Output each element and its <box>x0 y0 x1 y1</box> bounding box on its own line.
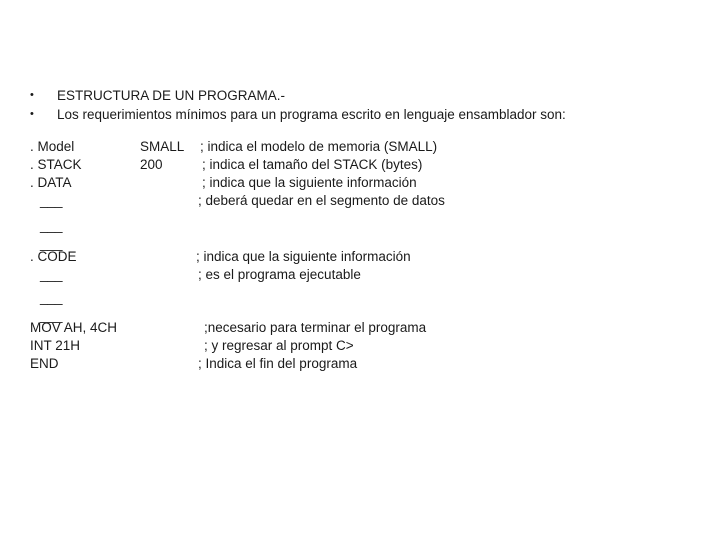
code-line <box>30 193 710 211</box>
code-line <box>30 320 710 338</box>
bullet-item <box>30 105 566 124</box>
code-comment: ; indica el tamaño del STACK (bytes) <box>202 157 423 172</box>
code-comment: ; y regresar al prompt C> <box>204 338 354 353</box>
code-line <box>30 249 710 267</box>
bullet-text: ESTRUCTURA DE UN PROGRAMA.- <box>57 88 286 103</box>
code-comment: ; indica que la siguiente información <box>202 175 417 190</box>
code-placeholder: ___ <box>40 236 63 251</box>
code-line <box>30 139 710 157</box>
code-line <box>30 290 710 308</box>
code-instruction: . CODE <box>30 249 77 264</box>
code-placeholder: ___ <box>40 193 63 208</box>
code-placeholder: ___ <box>40 290 63 305</box>
code-instruction: MOV AH, 4CH <box>30 320 118 335</box>
code-instruction: INT 21H <box>30 338 81 353</box>
code-placeholder: ___ <box>40 267 63 282</box>
code-placeholder: ___ <box>40 308 63 323</box>
code-line <box>30 218 710 236</box>
bullet-icon: • <box>30 108 34 120</box>
code-line <box>30 157 710 175</box>
code-comment: ; es el programa ejecutable <box>198 267 361 282</box>
code-instruction: . Model <box>30 139 75 154</box>
code-argument: 200 <box>140 157 163 172</box>
code-argument: SMALL <box>140 139 185 154</box>
code-instruction: END <box>30 356 59 371</box>
code-line <box>30 338 710 356</box>
code-comment: ;necesario para terminar el programa <box>204 320 427 335</box>
code-placeholder: ___ <box>40 218 63 233</box>
code-instruction: . DATA <box>30 175 72 190</box>
code-instruction: . STACK <box>30 157 82 172</box>
code-comment: ; deberá quedar en el segmento de datos <box>198 193 445 208</box>
code-comment: ; indica que la siguiente información <box>196 249 411 264</box>
code-line <box>30 356 710 374</box>
bullet-list <box>30 86 566 124</box>
code-comment: ; Indica el fin del programa <box>198 356 358 371</box>
code-line <box>30 175 710 193</box>
code-line <box>30 267 710 285</box>
code-comment: ; indica el modelo de memoria (SMALL) <box>200 139 438 154</box>
bullet-item <box>30 86 566 105</box>
bullet-icon: • <box>30 89 34 101</box>
bullet-text: Los requerimientos mínimos para un programa escrito en lenguaje ensamblador son: <box>57 107 566 122</box>
